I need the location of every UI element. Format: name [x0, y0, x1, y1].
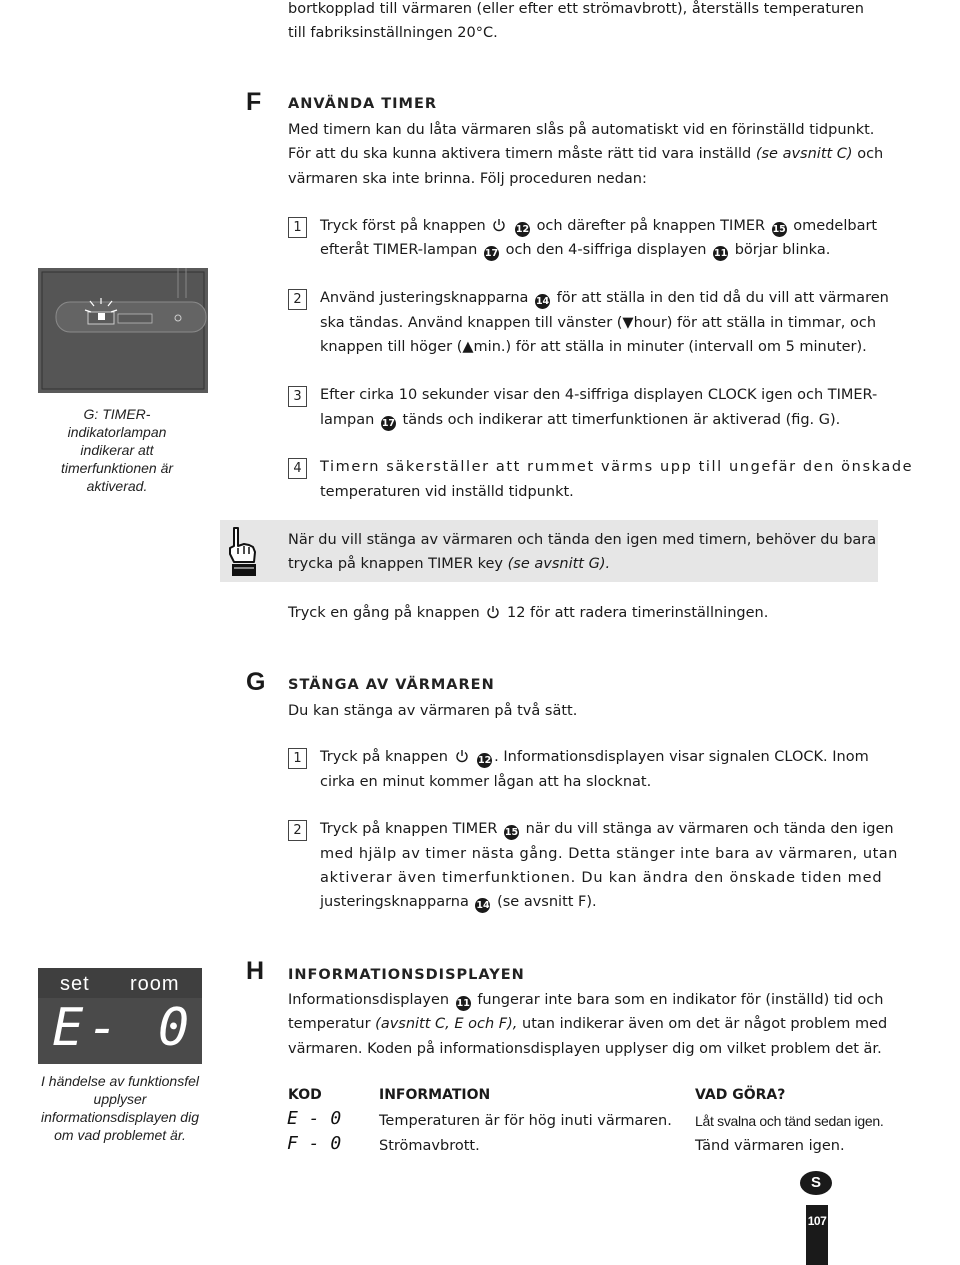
section-g-intro: Du kan stänga av värmaren på två sätt. [288, 703, 578, 719]
table-row-1-info: Temperaturen är för hög inuti värmaren. [379, 1113, 672, 1129]
section-h-para-1: Informationsdisplayen 11 fungerar inte bara som en indikator för (inställd) tid och [288, 992, 884, 1009]
section-h-para-3: värmaren. Koden på informationsdisplayen upplyser dig om vilket problem det är. [288, 1041, 882, 1057]
step-f3-line-1: Efter cirka 10 sekunder visar den 4-siffriga displayen CLOCK igen och TIMER- [320, 387, 878, 403]
language-badge: S [800, 1171, 832, 1195]
figure-g-caption: G: TIMER-indikatorlampan indikerar att timerfunktionen är aktiverad. [60, 406, 174, 494]
step-number: 1 [288, 748, 307, 769]
step-f4-line-1: Timern säkerställer att rummet värms upp till ungefär den önskade [320, 459, 914, 475]
step-g2-line-4: justeringsknapparna 14 (se avsnitt F). [320, 894, 597, 911]
reset-line: Tryck en gång på knappen 12 för att radera timerinställningen. [288, 605, 769, 621]
display-error-code: E- 0 [52, 998, 194, 1058]
table-row-2-action: Tänd värmaren igen. [695, 1138, 845, 1154]
section-title-g: STÄNGA AV VÄRMAREN [288, 677, 495, 693]
step-number: 2 [288, 289, 307, 310]
section-f-para-1: Med timern kan du låta värmaren slås på automatiskt vid en förinställd tidpunkt. [288, 122, 875, 138]
ref-circle-12: 12 [478, 755, 492, 766]
table-header-kod: KOD [288, 1087, 322, 1103]
step-g1-line-1: Tryck på knappen 12 . Informationsdisplayen visar signalen CLOCK. Inom [320, 749, 869, 766]
intro-line-1: bortkopplad till värmaren (eller efter ett strömavbrott), återställs temperaturen [288, 1, 864, 17]
step-g2-line-2: med hjälp av timer nästa gång. Detta stänger inte bara av värmaren, utan [320, 846, 898, 862]
ref-circle-12: 12 [515, 224, 530, 235]
table-header-vad-gora: VAD GÖRA? [695, 1087, 786, 1103]
ref-circle-17: 17 [381, 418, 396, 429]
step-f4-line-2: temperaturen vid inställd tidpunkt. [320, 484, 574, 500]
section-letter-h: H [246, 957, 265, 985]
step-f1-line-2: efteråt TIMER-lampan 17 och den 4-siffriga displayen 11 börjar blinka. [320, 242, 831, 259]
step-f2-line-2: ska tändas. Använd knappen till vänster (▼hour) för att ställa in timmar, och [320, 315, 877, 331]
information-display [38, 968, 202, 1064]
table-row-1-action: Låt svalna och tänd sedan igen. [695, 1113, 884, 1129]
ref-circle-11: 11 [456, 998, 470, 1009]
page-number: 107 [807, 1214, 827, 1228]
table-row-2-code: F - 0 [287, 1133, 342, 1154]
step-number: 4 [288, 458, 307, 479]
power-icon [455, 749, 469, 763]
section-title-f: ANVÄNDA TIMER [288, 96, 438, 112]
section-letter-g: G [246, 668, 266, 696]
ref-circle-11: 11 [713, 248, 728, 259]
intro-line-2: till fabriksinställningen 20°C. [288, 25, 498, 41]
section-f-para-2: För att du ska kunna aktivera timern måste rätt tid vara inställd (se avsnitt C) och [288, 146, 884, 162]
note-line-1: När du vill stänga av värmaren och tända den igen med timern, behöver du bara [288, 532, 877, 548]
table-row-1-code: E - 0 [287, 1108, 342, 1129]
ref-circle-15: 15 [772, 224, 786, 235]
step-number: 2 [288, 820, 307, 841]
section-letter-f: F [246, 88, 262, 116]
section-h-para-2: temperatur (avsnitt C, E och F), utan indikerar även om det är något problem med [288, 1016, 888, 1032]
control-panel-illustration [38, 268, 208, 393]
section-title-h: INFORMATIONSDISPLAYEN [288, 967, 525, 983]
figure-h-caption: I händelse av funktionsfel upplyser informationsdisplayen dig om vad problemet är. [41, 1073, 199, 1143]
step-g2-line-1: Tryck på knappen TIMER 15 när du vill stänga av värmaren och tända den igen [320, 821, 894, 838]
table-header-information: INFORMATION [379, 1087, 491, 1103]
step-f3-line-2: lampan 17 tänds och indikerar att timerfunktionen är aktiverad (fig. G). [320, 412, 841, 429]
step-g1-line-2: cirka en minut kommer lågan att ha slocknat. [320, 774, 652, 790]
table-row-2-info: Strömavbrott. [379, 1138, 480, 1154]
step-number: 3 [288, 386, 307, 407]
step-f2-line-1: Använd justeringsknapparna 14 för att ställa in den tid då du vill att värmaren [320, 290, 889, 307]
step-f1-line-1: Tryck först på knappen 12 och därefter på knappen TIMER 15 omedelbart [320, 218, 878, 235]
section-f-para-3: värmaren ska inte brinna. Följ proceduren nedan: [288, 171, 647, 187]
step-number: 1 [288, 217, 307, 238]
note-line-2: trycka på knappen TIMER key (se avsnitt G). [288, 556, 611, 572]
pointing-hand-icon [222, 524, 262, 580]
ref-circle-14: 14 [535, 296, 550, 307]
display-label-room: room [130, 973, 180, 995]
ref-circle-14: 14 [476, 900, 490, 911]
ref-circle-17: 17 [484, 248, 499, 259]
step-g2-line-3: aktiverar även timerfunktionen. Du kan ändra den önskade tiden med [320, 870, 883, 886]
ref-circle-15: 15 [504, 827, 519, 838]
power-icon [492, 218, 506, 232]
display-label-set: set [60, 973, 90, 995]
step-f2-line-3: knappen till höger (▲min.) för att ställa in minuter (intervall om 5 minuter). [320, 339, 867, 355]
power-icon [486, 605, 500, 619]
